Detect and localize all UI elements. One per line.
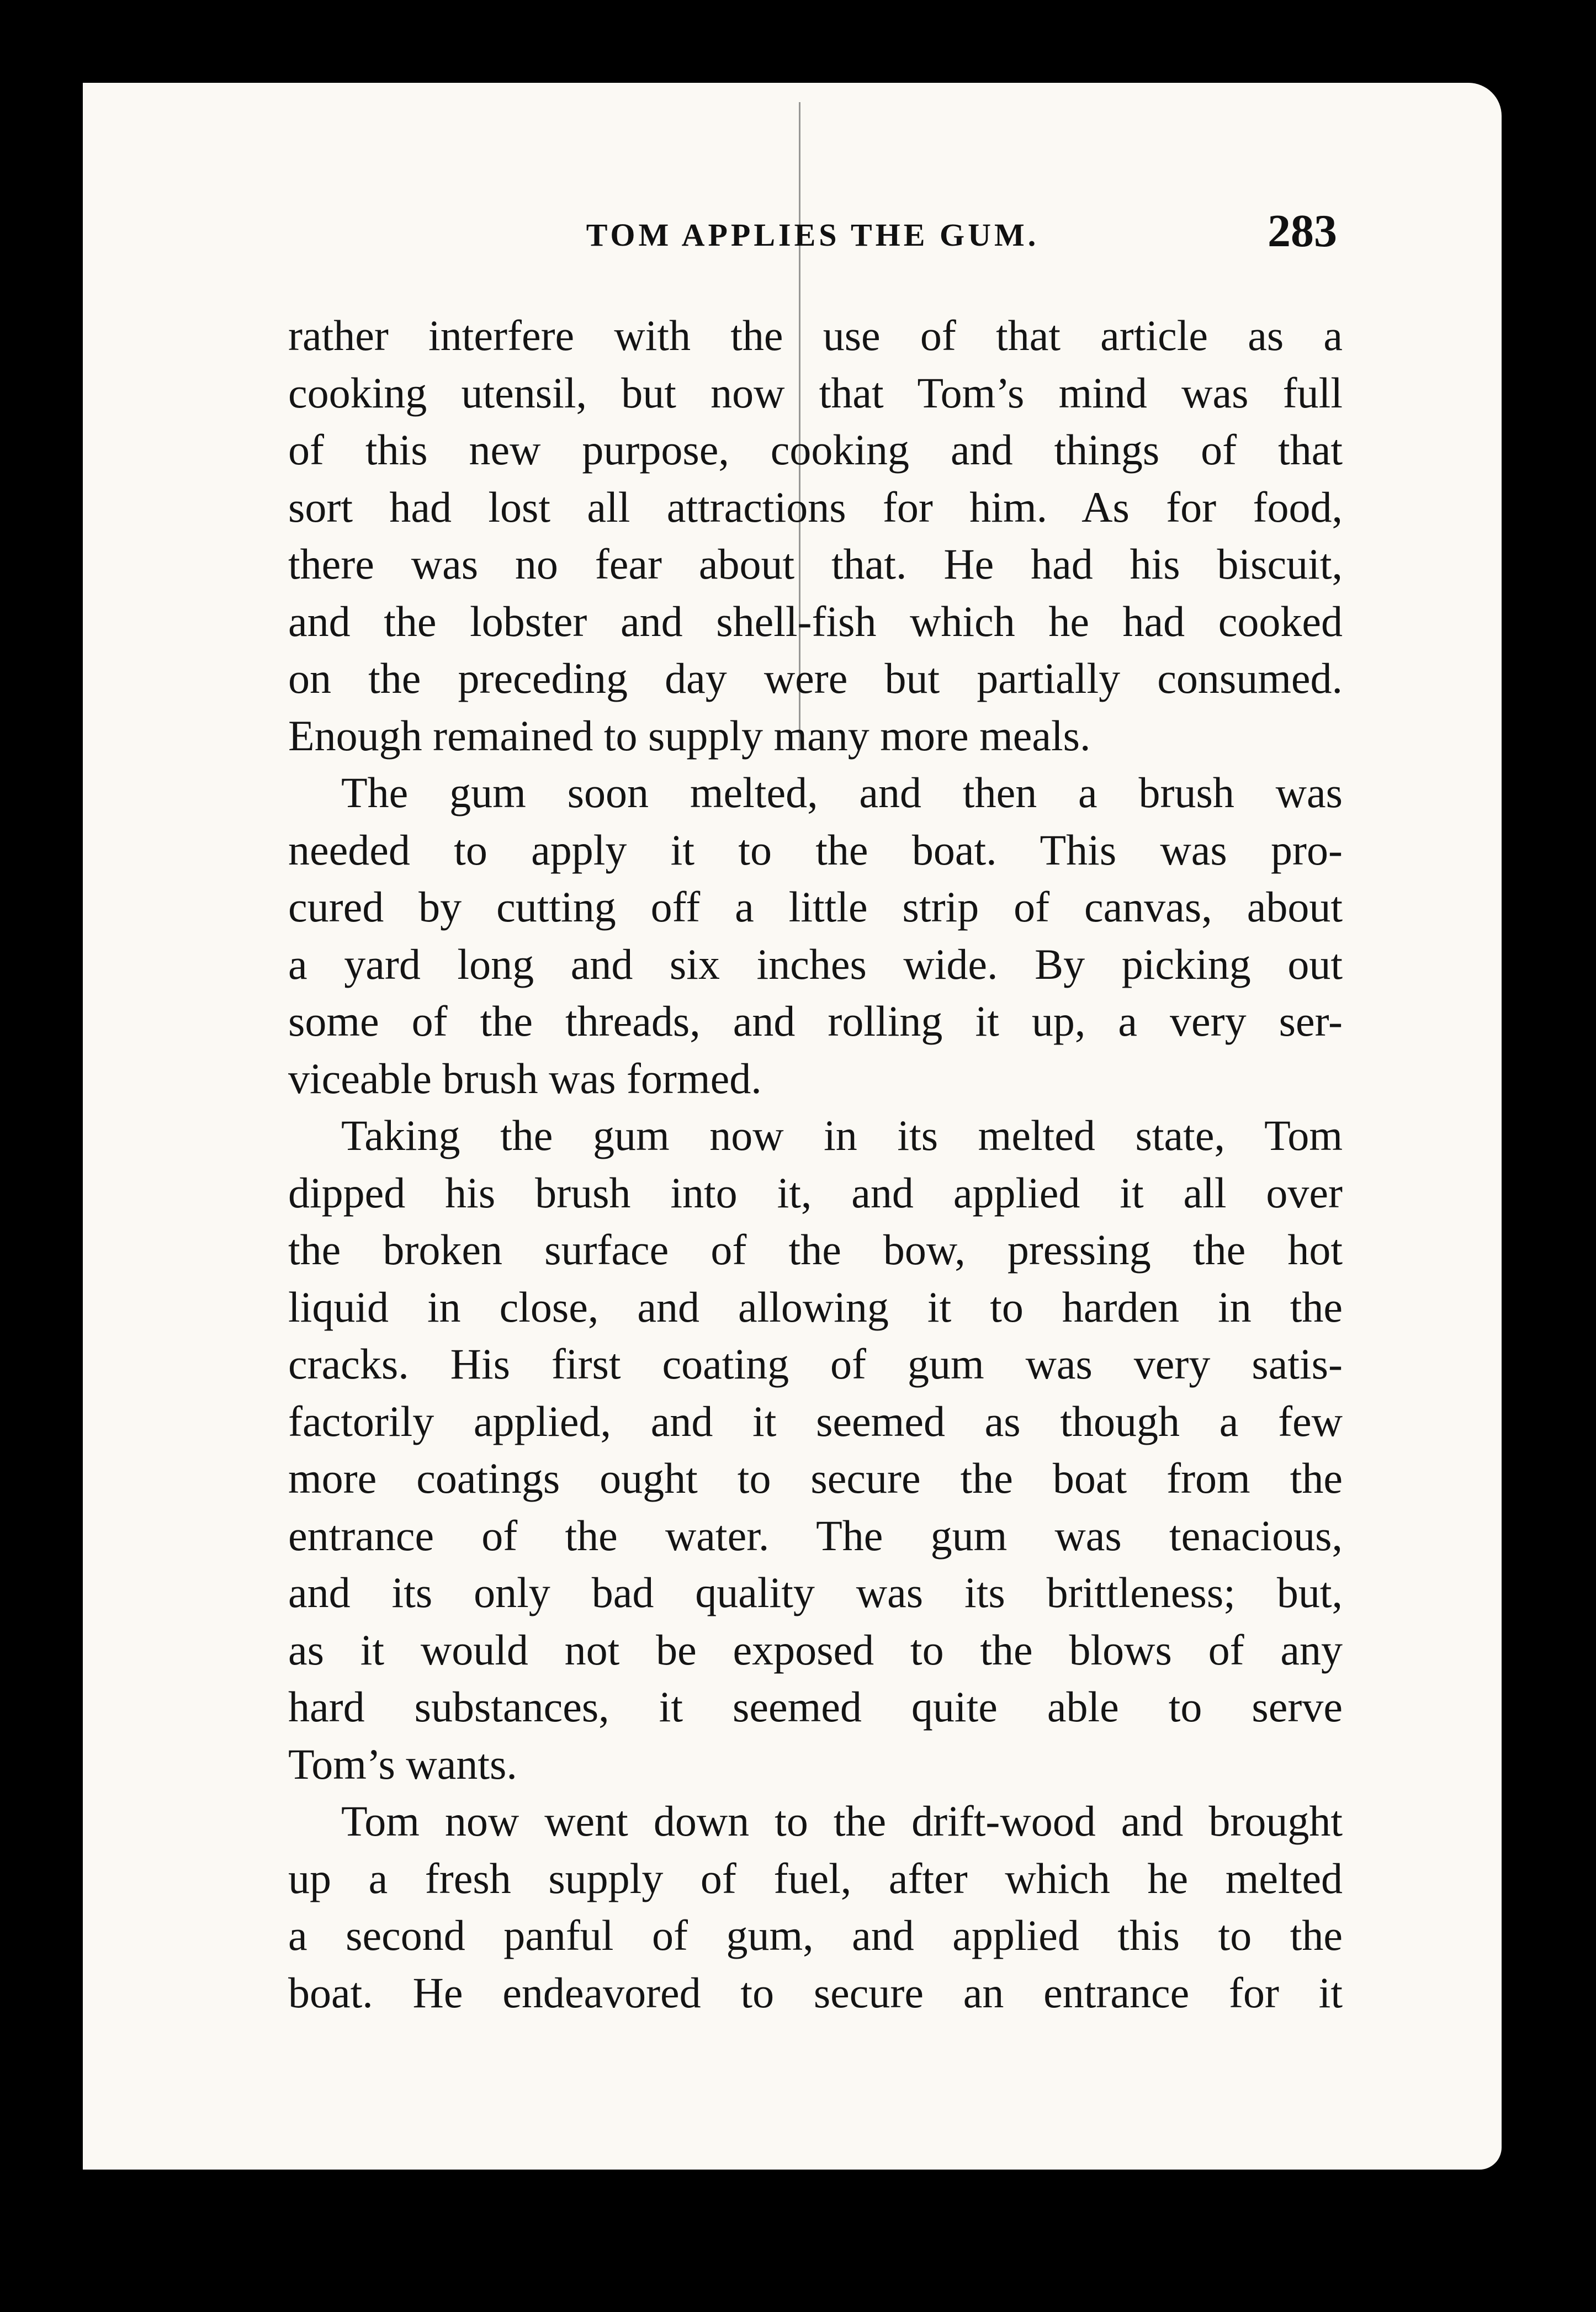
text-line: cracks. His first coating of gum was very satis- <box>288 1340 1343 1388</box>
text-line: of this new purpose, cooking and things of that <box>288 426 1343 474</box>
bottom-dark-edge <box>0 2170 1596 2312</box>
text-line: as it would not be exposed to the blows of any <box>288 1625 1343 1674</box>
text-line: there was no fear about that. He had his biscuit, <box>288 540 1343 588</box>
running-title: TOM APPLIES THE GUM. <box>586 217 1040 253</box>
text-line: rather interfere with the use of that article as a <box>288 311 1343 359</box>
text-line: some of the threads, and rolling it up, a very ser- <box>288 997 1343 1045</box>
text-line: a yard long and six inches wide. By picking out <box>288 940 1343 988</box>
text-line: the broken surface of the bow, pressing the hot <box>288 1226 1343 1274</box>
text-line: and the lobster and shell-fish which he had cooked <box>288 597 1343 645</box>
text-line: up a fresh supply of fuel, after which he melted <box>288 1854 1343 1902</box>
text-line: more coatings ought to secure the boat from the <box>288 1454 1343 1502</box>
binding-edge <box>60 83 83 2170</box>
right-dark-edge <box>1502 83 1596 2170</box>
text-line: Tom now went down to the drift-wood and brought <box>341 1797 1343 1845</box>
text-line: Taking the gum now in its melted state, Tom <box>341 1111 1343 1159</box>
text-line: boat. He endeavored to secure an entrance for it <box>288 1968 1343 2017</box>
text-line: needed to apply it to the boat. This was pro- <box>288 825 1343 874</box>
text-line: Tom’s wants. <box>288 1740 517 1788</box>
text-line: Enough remained to supply many more meals. <box>288 711 1091 760</box>
text-line: sort had lost all attractions for him. As for food, <box>288 482 1343 531</box>
text-line: a second panful of gum, and applied this to the <box>288 1911 1343 1959</box>
text-line: cooking utensil, but now that Tom’s mind was full <box>288 368 1343 417</box>
body-text <box>288 307 1343 2021</box>
text-line: dipped his brush into it, and applied it all over <box>288 1168 1343 1217</box>
text-line: entrance of the water. The gum was tenacious, <box>288 1511 1343 1560</box>
text-line: cured by cutting off a little strip of canvas, about <box>288 883 1343 931</box>
text-line: liquid in close, and allowing it to harden in the <box>288 1282 1343 1331</box>
page-number: 283 <box>1268 205 1337 257</box>
text-line: factorily applied, and it seemed as though a few <box>288 1397 1343 1445</box>
text-line: The gum soon melted, and then a brush was <box>341 768 1343 816</box>
text-line: hard substances, it seemed quite able to serve <box>288 1683 1343 1731</box>
text-line: on the preceding day were but partially consumed. <box>288 654 1343 702</box>
text-line: and its only bad quality was its brittleness; but, <box>288 1568 1343 1616</box>
text-line: viceable brush was formed. <box>288 1054 762 1102</box>
page-header <box>288 204 1337 265</box>
